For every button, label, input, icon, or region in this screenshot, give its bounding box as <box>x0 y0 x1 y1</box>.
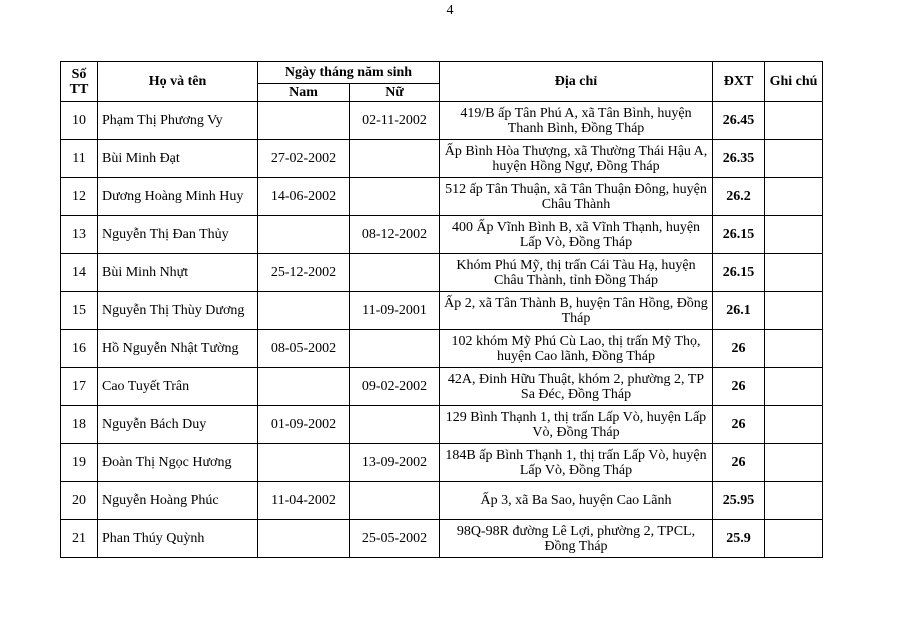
cell-name: Bùi Minh Đạt <box>98 140 258 178</box>
cell-dob-female <box>350 406 440 444</box>
cell-address: 98Q-98R đường Lê Lợi, phường 2, TPCL, Đồng Tháp <box>440 520 713 558</box>
table-body <box>61 102 823 558</box>
header-note: Ghi chú <box>765 62 823 102</box>
cell-dob-male <box>258 292 350 330</box>
cell-stt: 20 <box>61 482 98 520</box>
cell-dob-male <box>258 102 350 140</box>
cell-address: 512 ấp Tân Thuận, xã Tân Thuận Đông, huyện Châu Thành <box>440 178 713 216</box>
table-row <box>61 178 823 216</box>
cell-name: Nguyễn Thị Thùy Dương <box>98 292 258 330</box>
cell-name: Phan Thúy Quỳnh <box>98 520 258 558</box>
cell-dob-female <box>350 482 440 520</box>
cell-address: Ấp 2, xã Tân Thành B, huyện Tân Hồng, Đồng Tháp <box>440 292 713 330</box>
table-row <box>61 368 823 406</box>
cell-score: 26 <box>713 330 765 368</box>
table-row <box>61 292 823 330</box>
page-number: 4 <box>446 3 454 18</box>
cell-note <box>765 520 823 558</box>
cell-score: 26.2 <box>713 178 765 216</box>
header-name: Họ và tên <box>98 62 258 102</box>
cell-score: 26 <box>713 444 765 482</box>
cell-dob-female: 09-02-2002 <box>350 368 440 406</box>
student-table <box>60 61 823 558</box>
cell-stt: 14 <box>61 254 98 292</box>
header-score: ĐXT <box>713 62 765 102</box>
cell-dob-male: 14-06-2002 <box>258 178 350 216</box>
cell-address: 184B ấp Bình Thạnh 1, thị trấn Lấp Vò, huyện Lấp Vò, Đồng Tháp <box>440 444 713 482</box>
cell-address: 419/B ấp Tân Phú A, xã Tân Bình, huyện Thanh Bình, Đồng Tháp <box>440 102 713 140</box>
cell-score: 26.45 <box>713 102 765 140</box>
cell-score: 26 <box>713 406 765 444</box>
cell-note <box>765 444 823 482</box>
cell-stt: 21 <box>61 520 98 558</box>
table-row <box>61 520 823 558</box>
cell-dob-female <box>350 140 440 178</box>
cell-note <box>765 406 823 444</box>
cell-address: Ấp Bình Hòa Thượng, xã Thường Thái Hậu A, huyện Hồng Ngự, Đồng Tháp <box>440 140 713 178</box>
cell-score: 26 <box>713 368 765 406</box>
cell-dob-male: 27-02-2002 <box>258 140 350 178</box>
header-dob: Ngày tháng năm sinh <box>258 62 440 84</box>
cell-dob-male <box>258 216 350 254</box>
cell-dob-female: 08-12-2002 <box>350 216 440 254</box>
cell-name: Nguyễn Hoàng Phúc <box>98 482 258 520</box>
cell-name: Đoàn Thị Ngọc Hương <box>98 444 258 482</box>
cell-stt: 10 <box>61 102 98 140</box>
table-row <box>61 216 823 254</box>
table-row <box>61 330 823 368</box>
table-row <box>61 406 823 444</box>
cell-dob-female: 13-09-2002 <box>350 444 440 482</box>
header-dob-male: Nam <box>258 84 350 102</box>
cell-name: Phạm Thị Phương Vy <box>98 102 258 140</box>
cell-name: Bùi Minh Nhựt <box>98 254 258 292</box>
cell-note <box>765 216 823 254</box>
cell-dob-male <box>258 520 350 558</box>
cell-score: 25.95 <box>713 482 765 520</box>
cell-address: 42A, Đinh Hữu Thuật, khóm 2, phường 2, TP Sa Đéc, Đồng Tháp <box>440 368 713 406</box>
cell-note <box>765 178 823 216</box>
header-address: Địa chỉ <box>440 62 713 102</box>
cell-dob-female <box>350 254 440 292</box>
cell-note <box>765 102 823 140</box>
cell-note <box>765 254 823 292</box>
table-header <box>61 62 823 102</box>
table-row <box>61 140 823 178</box>
cell-score: 25.9 <box>713 520 765 558</box>
cell-dob-female <box>350 178 440 216</box>
cell-note <box>765 140 823 178</box>
cell-stt: 16 <box>61 330 98 368</box>
cell-dob-male <box>258 444 350 482</box>
cell-name: Cao Tuyết Trân <box>98 368 258 406</box>
cell-address: Ấp 3, xã Ba Sao, huyện Cao Lãnh <box>440 482 713 520</box>
table-row <box>61 254 823 292</box>
cell-name: Nguyễn Thị Đan Thủy <box>98 216 258 254</box>
table-row <box>61 444 823 482</box>
cell-stt: 13 <box>61 216 98 254</box>
cell-note <box>765 368 823 406</box>
cell-score: 26.35 <box>713 140 765 178</box>
cell-dob-male: 25-12-2002 <box>258 254 350 292</box>
cell-address: 400 Ấp Vĩnh Bình B, xã Vĩnh Thạnh, huyện Lấp Vò, Đồng Tháp <box>440 216 713 254</box>
cell-score: 26.15 <box>713 216 765 254</box>
cell-dob-female <box>350 330 440 368</box>
cell-stt: 12 <box>61 178 98 216</box>
cell-address: 129 Bình Thạnh 1, thị trấn Lấp Vò, huyện Lấp Vò, Đồng Tháp <box>440 406 713 444</box>
cell-dob-male: 11-04-2002 <box>258 482 350 520</box>
cell-name: Dương Hoàng Minh Huy <box>98 178 258 216</box>
header-dob-female: Nữ <box>350 84 440 102</box>
cell-name: Hồ Nguyễn Nhật Tường <box>98 330 258 368</box>
cell-stt: 15 <box>61 292 98 330</box>
table-row <box>61 482 823 520</box>
cell-dob-male <box>258 368 350 406</box>
cell-score: 26.1 <box>713 292 765 330</box>
cell-stt: 19 <box>61 444 98 482</box>
cell-dob-female: 02-11-2002 <box>350 102 440 140</box>
cell-name: Nguyễn Bách Duy <box>98 406 258 444</box>
table-row <box>61 102 823 140</box>
cell-note <box>765 482 823 520</box>
cell-dob-male: 01-09-2002 <box>258 406 350 444</box>
cell-score: 26.15 <box>713 254 765 292</box>
cell-address: Khóm Phú Mỹ, thị trấn Cái Tàu Hạ, huyện Châu Thành, tỉnh Đồng Tháp <box>440 254 713 292</box>
cell-note <box>765 330 823 368</box>
cell-dob-female: 25-05-2002 <box>350 520 440 558</box>
cell-dob-female: 11-09-2001 <box>350 292 440 330</box>
cell-stt: 17 <box>61 368 98 406</box>
cell-stt: 11 <box>61 140 98 178</box>
header-stt: Số TT <box>61 62 98 102</box>
cell-address: 102 khóm Mỹ Phú Cù Lao, thị trấn Mỹ Thọ, huyện Cao lãnh, Đồng Tháp <box>440 330 713 368</box>
cell-stt: 18 <box>61 406 98 444</box>
cell-note <box>765 292 823 330</box>
cell-dob-male: 08-05-2002 <box>258 330 350 368</box>
